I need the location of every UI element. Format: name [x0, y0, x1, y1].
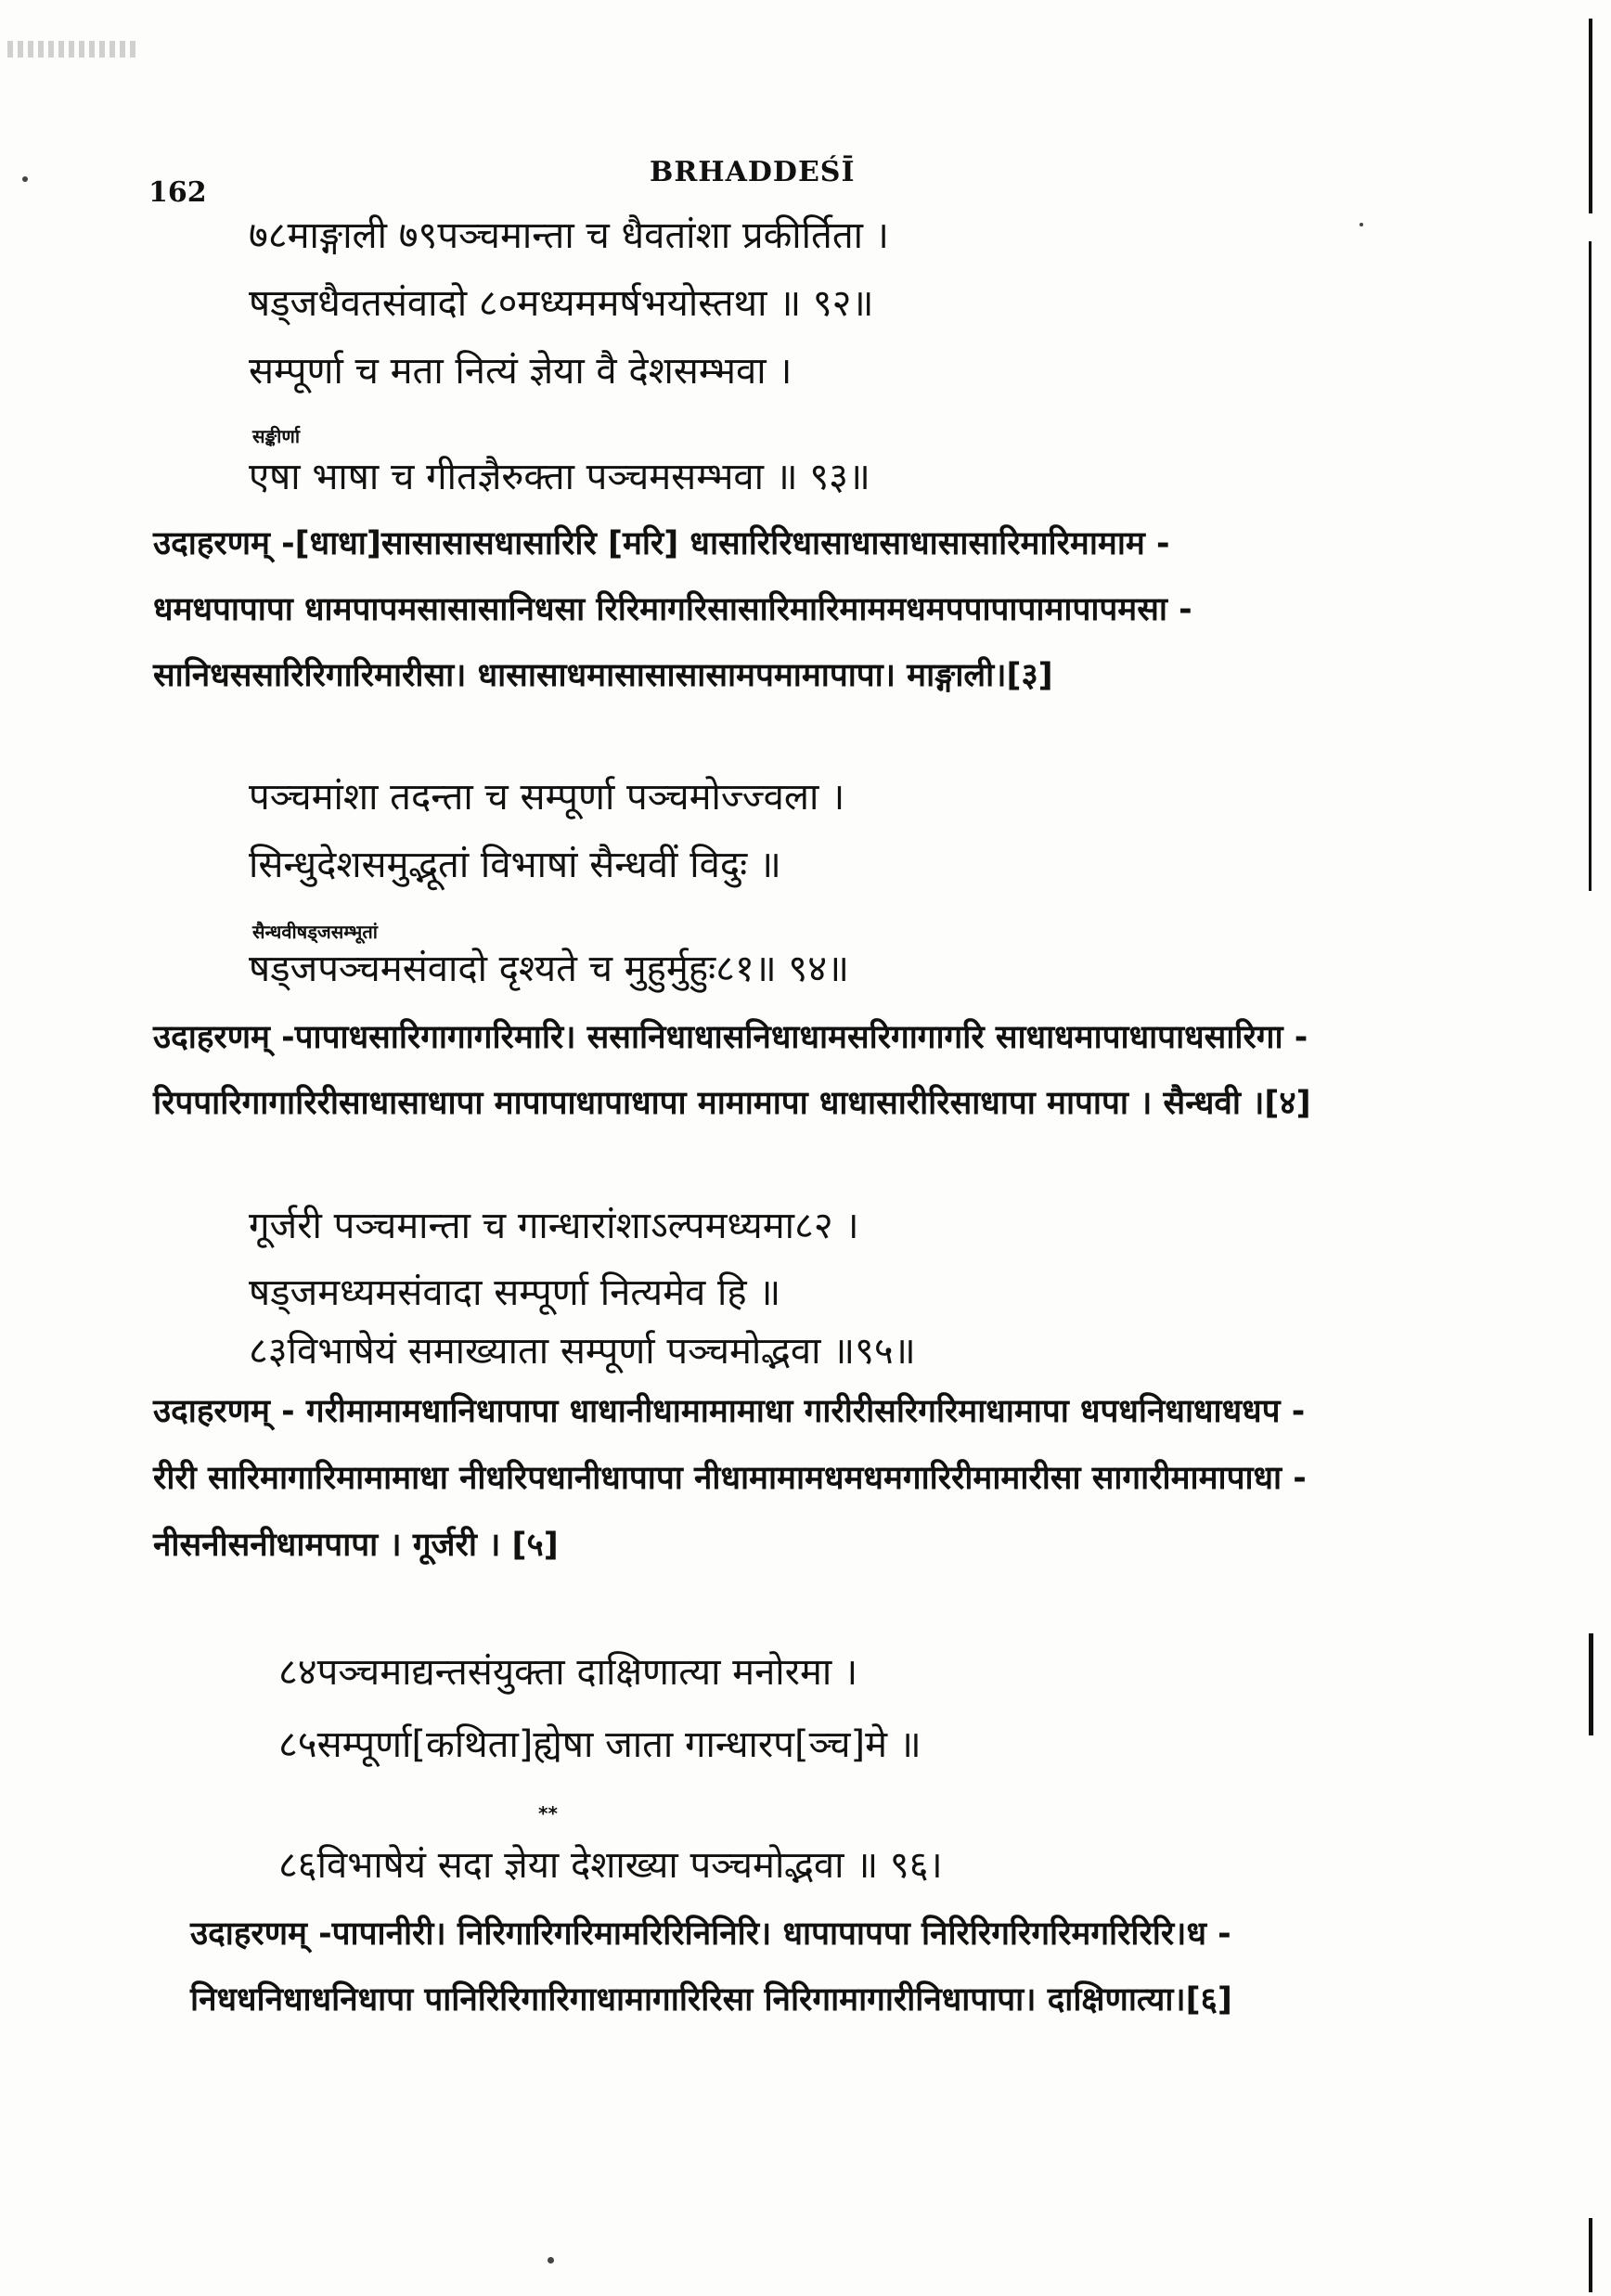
example-line: उदाहरणम् -[धाधा]सासासासधासारिरि [मरि] धासारिरिधासाधासाधासासारिमारिमामाम - [153, 525, 1170, 562]
example-line: धमधपापापा धामपापमसासासानिधसा रिरिमागरिसासारिमारिमाममधमपपापापामापापमसा - [153, 591, 1192, 628]
scan-speck [548, 2257, 554, 2264]
variant-note: सैन्धवीषड्जसम्भूतां [252, 921, 378, 943]
scan-speck [22, 176, 28, 182]
verse-line: पञ्चमांशा तदन्ता च सम्पूर्णा पञ्चमोज्ज्वला । [249, 776, 845, 819]
page-number: 162 [148, 176, 207, 209]
example-line: उदाहरणम् -पापानीरी। निरिगारिगरिमामरिरिनिनिरि। धापापापपा निरिरिगरिगरिमगरिरिरि।ध - [190, 1915, 1231, 1953]
verse-line: षड्जमध्यमसंवादा सम्पूर्णा नित्यमेव हि ॥ [249, 1271, 781, 1314]
example-line: उदाहरणम् - गरीमामामधानिधापापा धाधानीधामामामाधा गारीरीसरिगरिमाधामापा धपधनिधाधाधधप - [153, 1393, 1306, 1430]
example-line: निधधनिधाधनिधापा पानिरिरिगारिगाधामागारिरिसा निरिगामागारीनिधापापा। दाक्षिणात्या।[६] [190, 1981, 1232, 2019]
verse-line: गूर्जरी पञ्चमान्ता च गान्धारांशाऽल्पमध्यमा८२ । [249, 1205, 859, 1247]
variant-note: सङ्कीर्णा [252, 425, 300, 447]
verse-line: ८४पञ्चमाद्यन्तसंयुक्ता दाक्षिणात्या मनोरमा । [278, 1651, 858, 1694]
example-line: रीरी सारिमागारिमामामाधा नीधरिपधानीधापापा नीधामामामधमधमगारिरीमामारीसा सागारीमामापाधा - [153, 1460, 1307, 1497]
running-head-title: BRHADDEŚĪ [650, 156, 856, 188]
example-line: रिपपारिगागारिरीसाधासाधापा मापापाधापाधापा मामामापा धाधासारीरिसाधापा मापापा । सैन्धवी ।[४] [153, 1085, 1311, 1122]
example-line: नीसनीसनीधामपापा । गूर्जरी । [५] [153, 1527, 559, 1564]
scan-noise-mark [7, 41, 137, 58]
verse-line: षड्जपञ्चमसंवादो दृश्यते च मुहुर्मुहुः८१॥ ९४॥ [249, 948, 849, 990]
binding-edge-line [1589, 241, 1592, 891]
separator-stars: ** [538, 1802, 558, 1825]
verse-line: सम्पूर्णा च मता नित्यं ज्ञेया वै देशसम्भवा । [249, 350, 793, 393]
example-line: उदाहरणम् -पापाधसारिगागागरिमारि। ससानिधाधासनिधाधामसरिगागागरि साधाधमापाधापाधसारिगा - [153, 1019, 1308, 1056]
binding-edge-line [1589, 19, 1592, 213]
verse-line: सिन्धुदेशसमुद्भूतां विभाषां सैन्धवीं विदुः ॥ [249, 844, 781, 886]
binding-edge-line [1589, 2218, 1592, 2292]
verse-line: एषा भाषा च गीतज्ञैरुक्ता पञ्चमसम्भवा ॥ ९३॥ [249, 456, 870, 498]
page-header [0, 156, 1611, 209]
example-line: सानिधससारिरिगारिमारीसा। धासासाधमासासासासामपमामापापा। माङ्गाली।[३] [153, 657, 1053, 694]
verse-line: ८५सम्पूर्णा[कथिता]ह्येषा जाता गान्धारप[ञ्च]मे ॥ [278, 1723, 921, 1766]
verse-line: ८६विभाषेयं सदा ज्ञेया देशाख्या पञ्चमोद्भवा ॥ ९६। [278, 1844, 943, 1887]
scan-speck [1360, 223, 1363, 226]
verse-line: ७८माङ्गाली ७९पञ्चमान्ता च धैवतांशा प्रकीर्तिता । [249, 214, 889, 257]
binding-edge-line [1589, 1633, 1593, 1735]
verse-line: ८३विभाषेयं समाख्याता सम्पूर्णा पञ्चमोद्भवा ॥९५॥ [249, 1330, 916, 1373]
verse-line: षड्जधैवतसंवादो ८०मध्यममर्षभयोस्तथा ॥ ९२॥ [249, 282, 874, 325]
